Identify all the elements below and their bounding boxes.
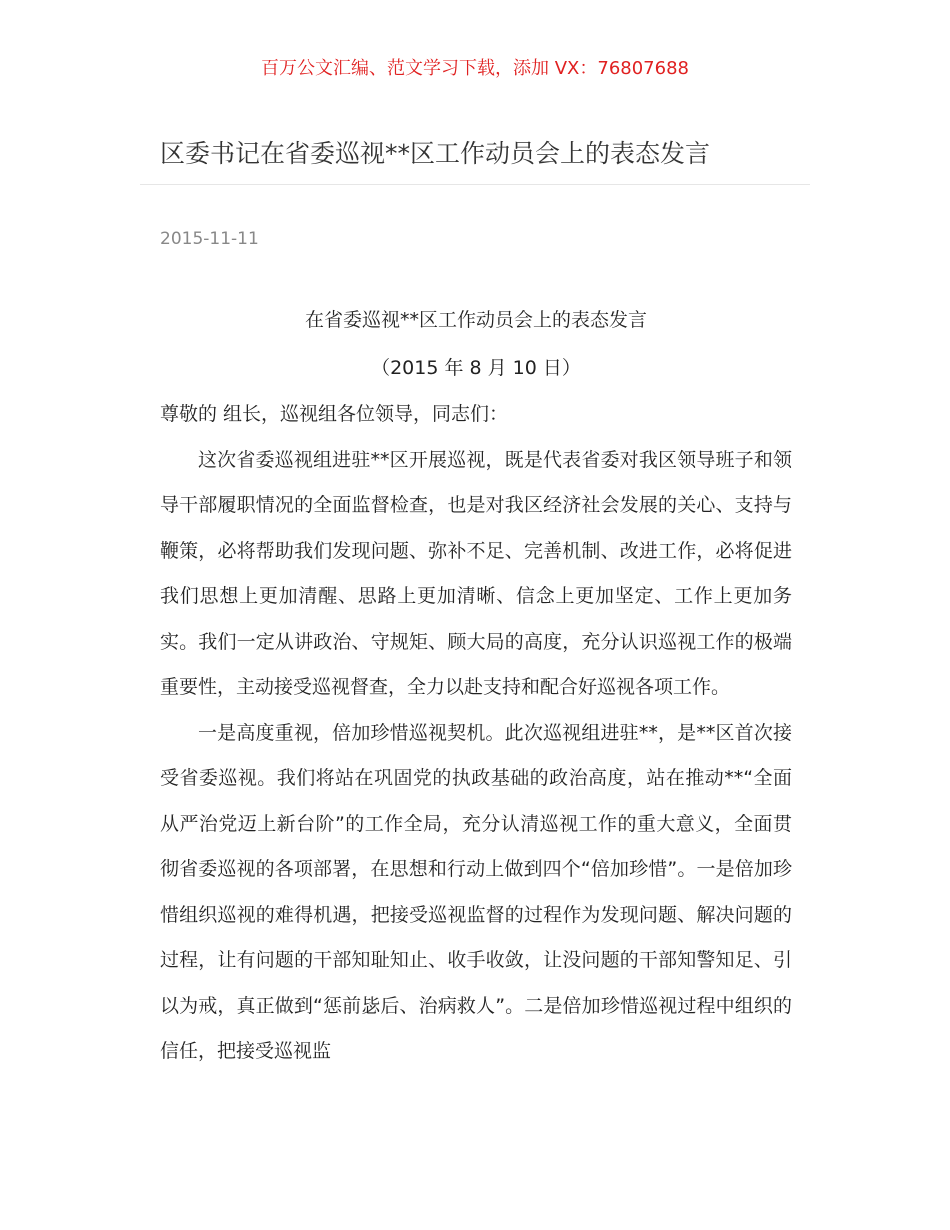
article-body (160, 296, 792, 1075)
publish-date: 2015-11-11 (160, 229, 259, 249)
article-subheading: （2015 年 8 月 10 日） (371, 357, 581, 379)
article-salutation: 尊敬的 组长，巡视组各位领导，同志们： (160, 403, 509, 425)
article-heading: 在省委巡视**区工作动员会上的表态发言 (304, 309, 647, 331)
article-paragraph: 这次省委巡视组进驻**区开展巡视，既是代表省委对我区领导班子和领导干部履职情况的全面监督检查，也是对我区经济社会发展的关心、支持与鞭策，必将帮助我们发现问题、弥补不足、完善机制、改进工作，必将促进我们思想上更加清醒、思路上更加清晰、信念上更加坚定、工作上更加务实。我们一定从讲政治、守规矩、顾大局的高度，充分认识巡视工作的极端重要性，主动接受巡视督查，全力以赴支持和配合好巡视各项工作。 (160, 448, 792, 698)
article-paragraph: 一是高度重视，倍加珍惜巡视契机。此次巡视组进驻**，是**区首次接受省委巡视。我们将站在巩固党的执政基础的政治高度，站在推动**“全面从严治党迈上新台阶”的工作全局，充分认清巡视工作的重大意义，全面贯彻省委巡视的各项部署，在思想和行动上做到四个“倍加珍惜”。一是倍加珍惜组织巡视的难得机遇，把接受巡视监督的过程作为发现问题、解决问题的过程，让有问题的干部知耻知止、收手收敛，让没问题的干部知警知足、引以为戒，真正做到“惩前毖后、治病救人”。二是倍加珍惜巡视过程中组织的信任，把接受巡视监 (160, 721, 792, 1062)
page-title: 区委书记在省委巡视**区工作动员会上的表态发言 (160, 139, 711, 168)
watermark-banner: 百万公文汇编、范文学习下载，添加 VX：76807688 (261, 58, 689, 79)
title-divider (140, 184, 810, 185)
